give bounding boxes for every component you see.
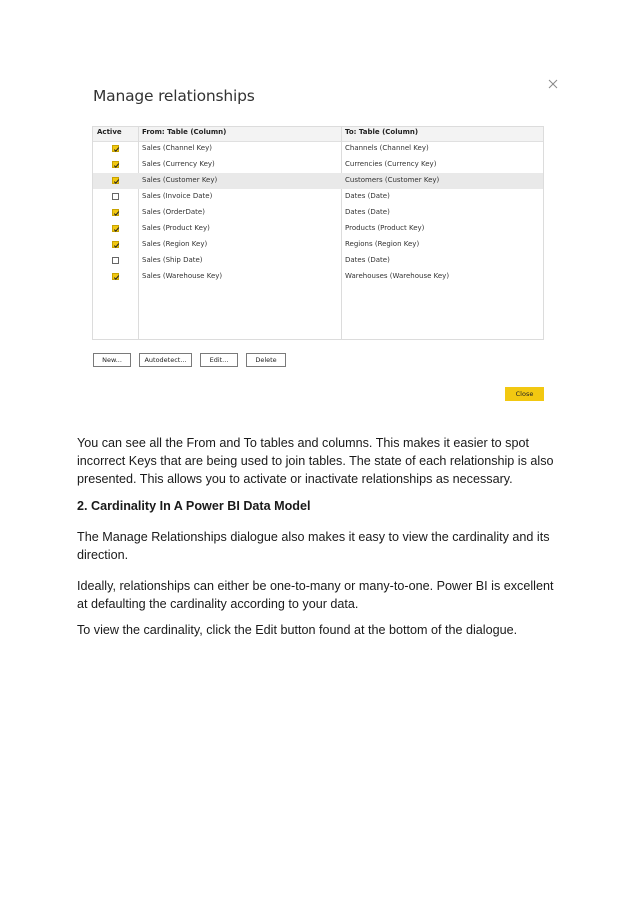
from-cell: Sales (Currency Key): [142, 160, 215, 168]
to-cell: Currencies (Currency Key): [345, 160, 437, 168]
table-row[interactable]: [93, 205, 543, 221]
checkmark-icon: [113, 210, 120, 217]
checkmark-icon: [113, 178, 120, 185]
table-header: [93, 127, 543, 142]
from-cell: Sales (Ship Date): [142, 256, 203, 264]
active-checkbox[interactable]: [112, 273, 119, 280]
relationships-table: [92, 126, 544, 340]
from-cell: Sales (Customer Key): [142, 176, 218, 184]
active-checkbox[interactable]: [112, 209, 119, 216]
paragraph-cardinality: The Manage Relationships dialogue also makes it easy to view the cardinality and its direction.: [77, 530, 550, 562]
dialog-title: Manage relationships: [93, 87, 255, 105]
table-row[interactable]: [93, 189, 543, 205]
new-button[interactable]: New...: [93, 353, 131, 367]
to-cell: Products (Product Key): [345, 224, 425, 232]
to-cell: Customers (Customer Key): [345, 176, 440, 184]
paragraph-intro: You can see all the From and To tables and columns. This makes it easier to spot incorrect Keys that are being used to join tables. The state of each relationship is also presented. This allows you to activate or inactivate relationships as necessary.: [77, 436, 554, 486]
table-row[interactable]: [93, 237, 543, 253]
close-icon[interactable]: [546, 77, 560, 91]
close-button[interactable]: Close: [505, 387, 544, 401]
to-cell: Dates (Date): [345, 208, 390, 216]
column-header-active: Active: [97, 128, 122, 136]
column-header-from: From: Table (Column): [142, 128, 227, 136]
table-row[interactable]: [93, 269, 543, 285]
active-checkbox[interactable]: [112, 193, 119, 200]
checkmark-icon: [113, 274, 120, 281]
active-checkbox[interactable]: [112, 145, 119, 152]
table-row[interactable]: [93, 141, 543, 157]
paragraph-edit-instruction: To view the cardinality, click the Edit button found at the bottom of the dialogue.: [77, 623, 518, 637]
paragraph-defaults: Ideally, relationships can either be one-to-many or many-to-one. Power BI is excellent at defaulting the cardinality according to your data.: [77, 579, 554, 611]
active-checkbox[interactable]: [112, 177, 119, 184]
table-row[interactable]: [93, 221, 543, 237]
from-cell: Sales (OrderDate): [142, 208, 205, 216]
to-cell: Dates (Date): [345, 256, 390, 264]
active-checkbox[interactable]: [112, 225, 119, 232]
edit-button[interactable]: Edit...: [200, 353, 238, 367]
section-heading: 2. Cardinality In A Power BI Data Model: [77, 499, 311, 513]
checkmark-icon: [113, 226, 120, 233]
active-checkbox[interactable]: [112, 257, 119, 264]
checkmark-icon: [113, 162, 120, 169]
checkmark-icon: [113, 146, 120, 153]
to-cell: Regions (Region Key): [345, 240, 420, 248]
table-row[interactable]: [93, 173, 543, 189]
to-cell: Channels (Channel Key): [345, 144, 429, 152]
to-cell: Dates (Date): [345, 192, 390, 200]
to-cell: Warehouses (Warehouse Key): [345, 272, 450, 280]
column-header-to: To: Table (Column): [345, 128, 419, 136]
table-row[interactable]: [93, 253, 543, 269]
checkmark-icon: [113, 242, 120, 249]
from-cell: Sales (Region Key): [142, 240, 208, 248]
autodetect-button[interactable]: Autodetect...: [139, 353, 192, 367]
from-cell: Sales (Product Key): [142, 224, 210, 232]
table-row[interactable]: [93, 157, 543, 173]
delete-button[interactable]: Delete: [246, 353, 286, 367]
active-checkbox[interactable]: [112, 241, 119, 248]
from-cell: Sales (Channel Key): [142, 144, 212, 152]
from-cell: Sales (Invoice Date): [142, 192, 213, 200]
active-checkbox[interactable]: [112, 161, 119, 168]
from-cell: Sales (Warehouse Key): [142, 272, 223, 280]
manage-relationships-dialog: [0, 0, 638, 420]
